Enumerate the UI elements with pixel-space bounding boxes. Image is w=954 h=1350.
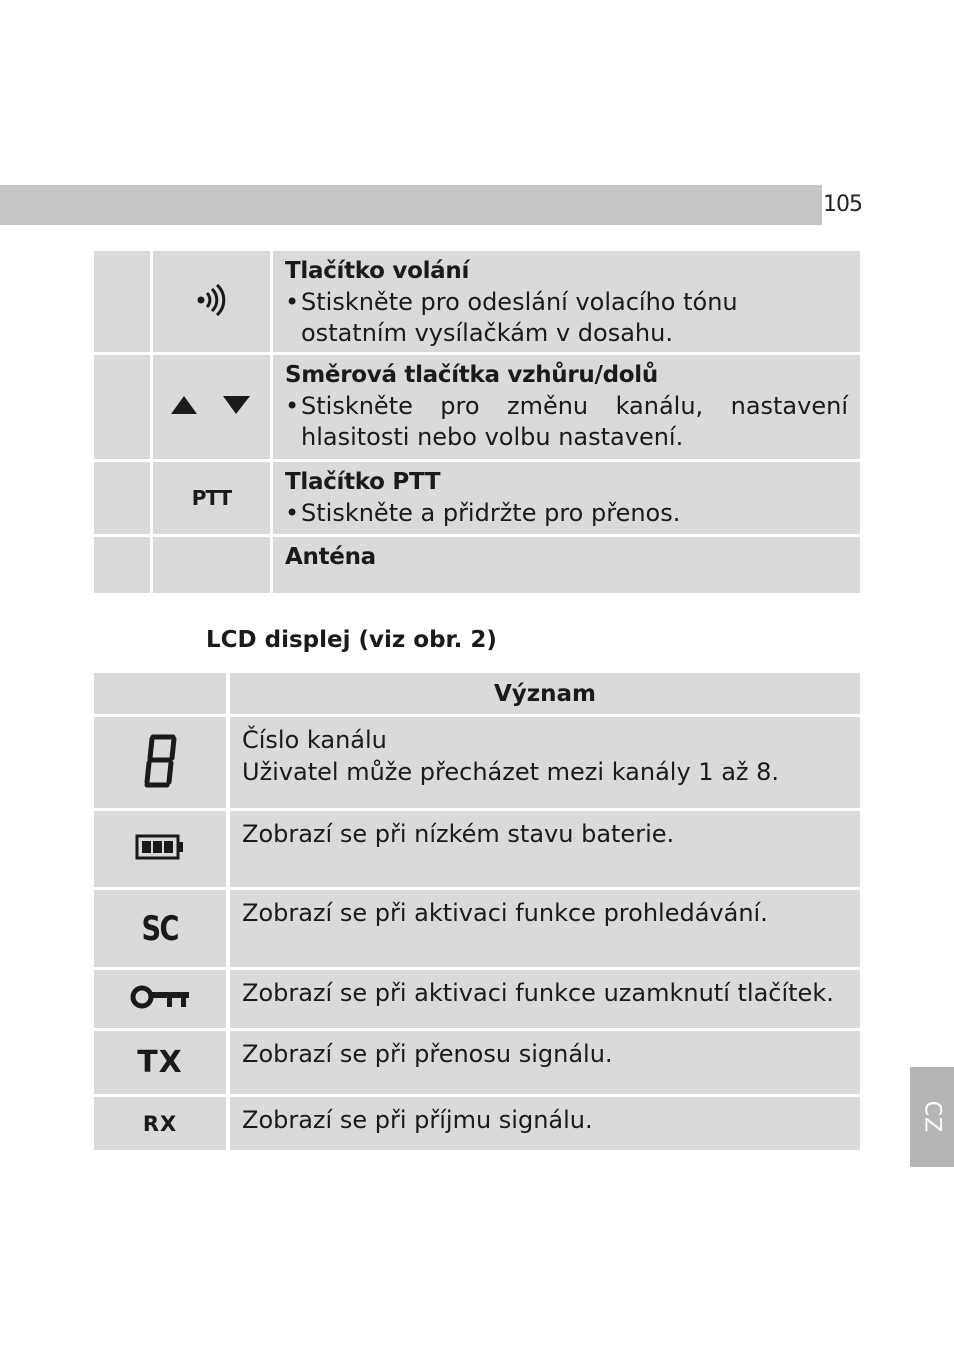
language-tab-label: CZ <box>919 1100 945 1134</box>
table-row <box>94 355 860 462</box>
battery-icon <box>135 833 185 861</box>
language-tab <box>910 1067 954 1167</box>
table-row <box>94 970 860 1031</box>
symbol-cell <box>153 462 273 537</box>
seven-segment-8-icon <box>143 733 177 789</box>
tx-icon: TX <box>137 1045 183 1080</box>
bullet-dot: • <box>285 288 300 316</box>
up-down-arrows-icon <box>170 394 254 416</box>
description-cell <box>273 355 860 462</box>
meaning-line: Uživatel může přecházet mezi kanály 1 až 8. <box>242 758 780 786</box>
bullet-text: Stiskněte pro změnu kanálu, nastavení hlasitosti nebo volbu nastavení. <box>301 392 848 451</box>
bullet-item <box>285 498 848 529</box>
page-number: 105 <box>823 192 862 217</box>
meaning-cell: Zobrazí se při aktivaci funkce prohledávání. <box>230 890 860 970</box>
table-row <box>94 717 860 811</box>
table-header-row <box>94 673 860 717</box>
control-title: Tlačítko volání <box>285 258 470 284</box>
bullet-text: Stiskněte a přidržte pro přenos. <box>301 499 681 527</box>
icon-cell <box>94 811 230 890</box>
bullet-dot: • <box>285 392 300 420</box>
icon-cell <box>94 970 230 1031</box>
meaning-cell: Zobrazí se při příjmu signálu. <box>230 1097 860 1150</box>
key-icon <box>129 983 191 1011</box>
table-row <box>94 811 860 890</box>
table-row <box>94 1031 860 1097</box>
header-icon-cell <box>94 673 230 717</box>
symbol-cell <box>153 355 273 462</box>
icon-cell <box>94 1097 230 1150</box>
number-cell <box>94 462 153 537</box>
control-title: Směrová tlačítka vzhůru/dolů <box>285 362 658 388</box>
symbol-cell <box>153 251 273 355</box>
bullet-item <box>285 287 848 349</box>
number-cell <box>94 537 153 593</box>
control-title: Anténa <box>285 544 376 570</box>
description-cell <box>273 251 860 355</box>
number-cell <box>94 355 153 462</box>
table-row <box>94 1097 860 1150</box>
lcd-table <box>94 673 860 1150</box>
table-row <box>94 537 860 593</box>
meaning-cell: Zobrazí se při nízkém stavu baterie. <box>230 811 860 890</box>
call-waves-icon <box>195 283 229 317</box>
table-row <box>94 251 860 355</box>
symbol-cell <box>153 537 273 593</box>
meaning-cell: Zobrazí se při přenosu signálu. <box>230 1031 860 1097</box>
ptt-label: PTT <box>191 486 232 510</box>
header-bar <box>0 185 822 225</box>
header-meaning-cell: Význam <box>230 673 860 717</box>
table-row <box>94 890 860 970</box>
icon-cell <box>94 717 230 811</box>
control-title: Tlačítko PTT <box>285 469 441 495</box>
bullet-dot: • <box>285 499 300 527</box>
meaning-cell: Zobrazí se při aktivaci funkce uzamknutí tlačítek. <box>230 970 860 1031</box>
rx-icon: RX <box>142 1111 178 1136</box>
bullet-item <box>285 391 848 453</box>
meaning-line: Číslo kanálu <box>242 726 387 754</box>
description-cell <box>273 537 860 593</box>
table-row <box>94 462 860 537</box>
icon-cell <box>94 890 230 970</box>
controls-table <box>94 251 860 593</box>
meaning-cell <box>230 717 860 811</box>
bullet-text: Stiskněte pro odeslání volacího tónu ostatním vysílačkám v dosahu. <box>301 288 738 347</box>
number-cell <box>94 251 153 355</box>
icon-cell <box>94 1031 230 1097</box>
lcd-section-heading: LCD displej (viz obr. 2) <box>206 627 497 653</box>
description-cell <box>273 462 860 537</box>
sc-icon: SC <box>141 908 179 949</box>
